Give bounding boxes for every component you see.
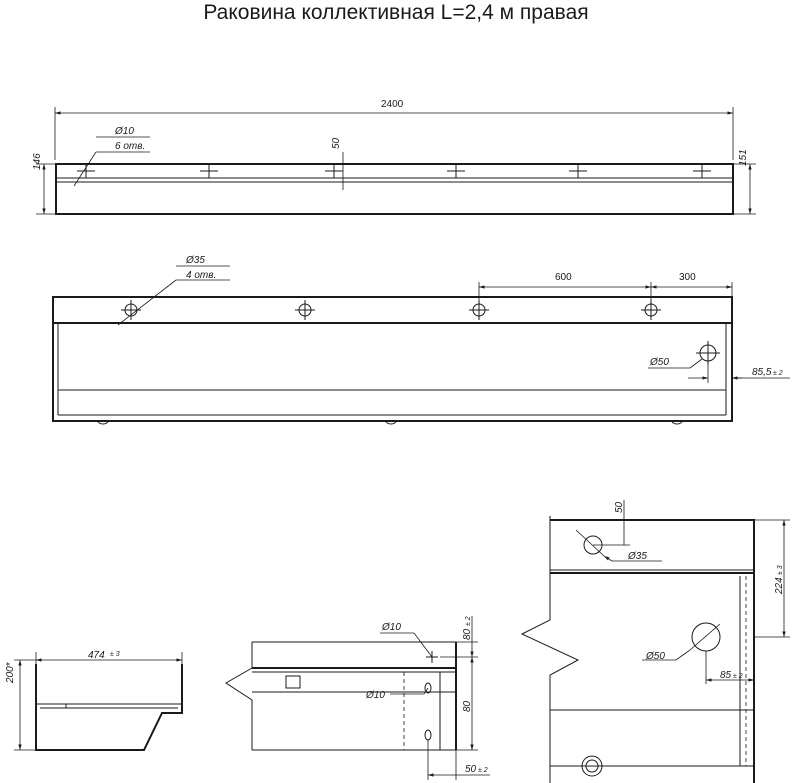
hole-offset-dimension: 50 bbox=[331, 137, 342, 149]
detail-a-mid-hole: Ø10 bbox=[366, 690, 385, 701]
faucet-hole-count: 4 отв. bbox=[186, 270, 217, 281]
right-height-dimension: 151 bbox=[738, 149, 749, 166]
left-height-dimension: 146 bbox=[32, 153, 43, 170]
front-view bbox=[53, 255, 790, 424]
detail-b-height-tol: ± 3 bbox=[777, 565, 784, 575]
detail-b-hole-offset: 50 bbox=[614, 501, 625, 513]
detail-b-drain-diameter: Ø50 bbox=[646, 651, 665, 662]
top-view bbox=[32, 99, 756, 214]
end-offset-dimension: 300 bbox=[679, 272, 696, 283]
detail-a-top-dim: 80 bbox=[462, 628, 473, 640]
detail-a-top-tol: ± 2 bbox=[465, 616, 472, 626]
faucet-holes bbox=[121, 300, 661, 320]
length-dimension: 2400 bbox=[381, 99, 404, 110]
detail-b-view bbox=[522, 500, 790, 783]
detail-a-bottom-dim: 50 bbox=[465, 764, 477, 775]
detail-b-drain-tol: ± 2 bbox=[733, 673, 743, 680]
detail-b-drain-offset: 85 bbox=[720, 670, 732, 681]
hole-diameter-label: Ø10 bbox=[115, 126, 134, 137]
side-width-tolerance: ± 3 bbox=[110, 651, 120, 658]
spacing-dimension: 600 bbox=[555, 272, 572, 283]
detail-a-view bbox=[226, 616, 490, 780]
hole-count-label: 6 отв. bbox=[115, 141, 146, 152]
drain-offset-dimension: 85,5 bbox=[752, 367, 772, 378]
detail-b-height: 224 bbox=[774, 577, 785, 594]
drain-diameter: Ø50 bbox=[650, 357, 669, 368]
faucet-hole-diameter: Ø35 bbox=[186, 255, 205, 266]
detail-a-bottom-tol: ± 2 bbox=[478, 767, 488, 774]
side-width-dimension: 474 bbox=[88, 650, 105, 661]
drawing-title: Раковина коллективная L=2,4 м правая bbox=[203, 1, 589, 24]
detail-b-hole-diameter: Ø35 bbox=[628, 551, 647, 562]
detail-a-top-hole: Ø10 bbox=[382, 622, 401, 633]
detail-a-mid-dim: 80 bbox=[462, 700, 473, 712]
side-height-dimension: 200* bbox=[5, 662, 16, 683]
drain-offset-tolerance: ± 2 bbox=[773, 370, 783, 377]
mounting-holes bbox=[77, 164, 711, 178]
side-view bbox=[5, 650, 182, 750]
